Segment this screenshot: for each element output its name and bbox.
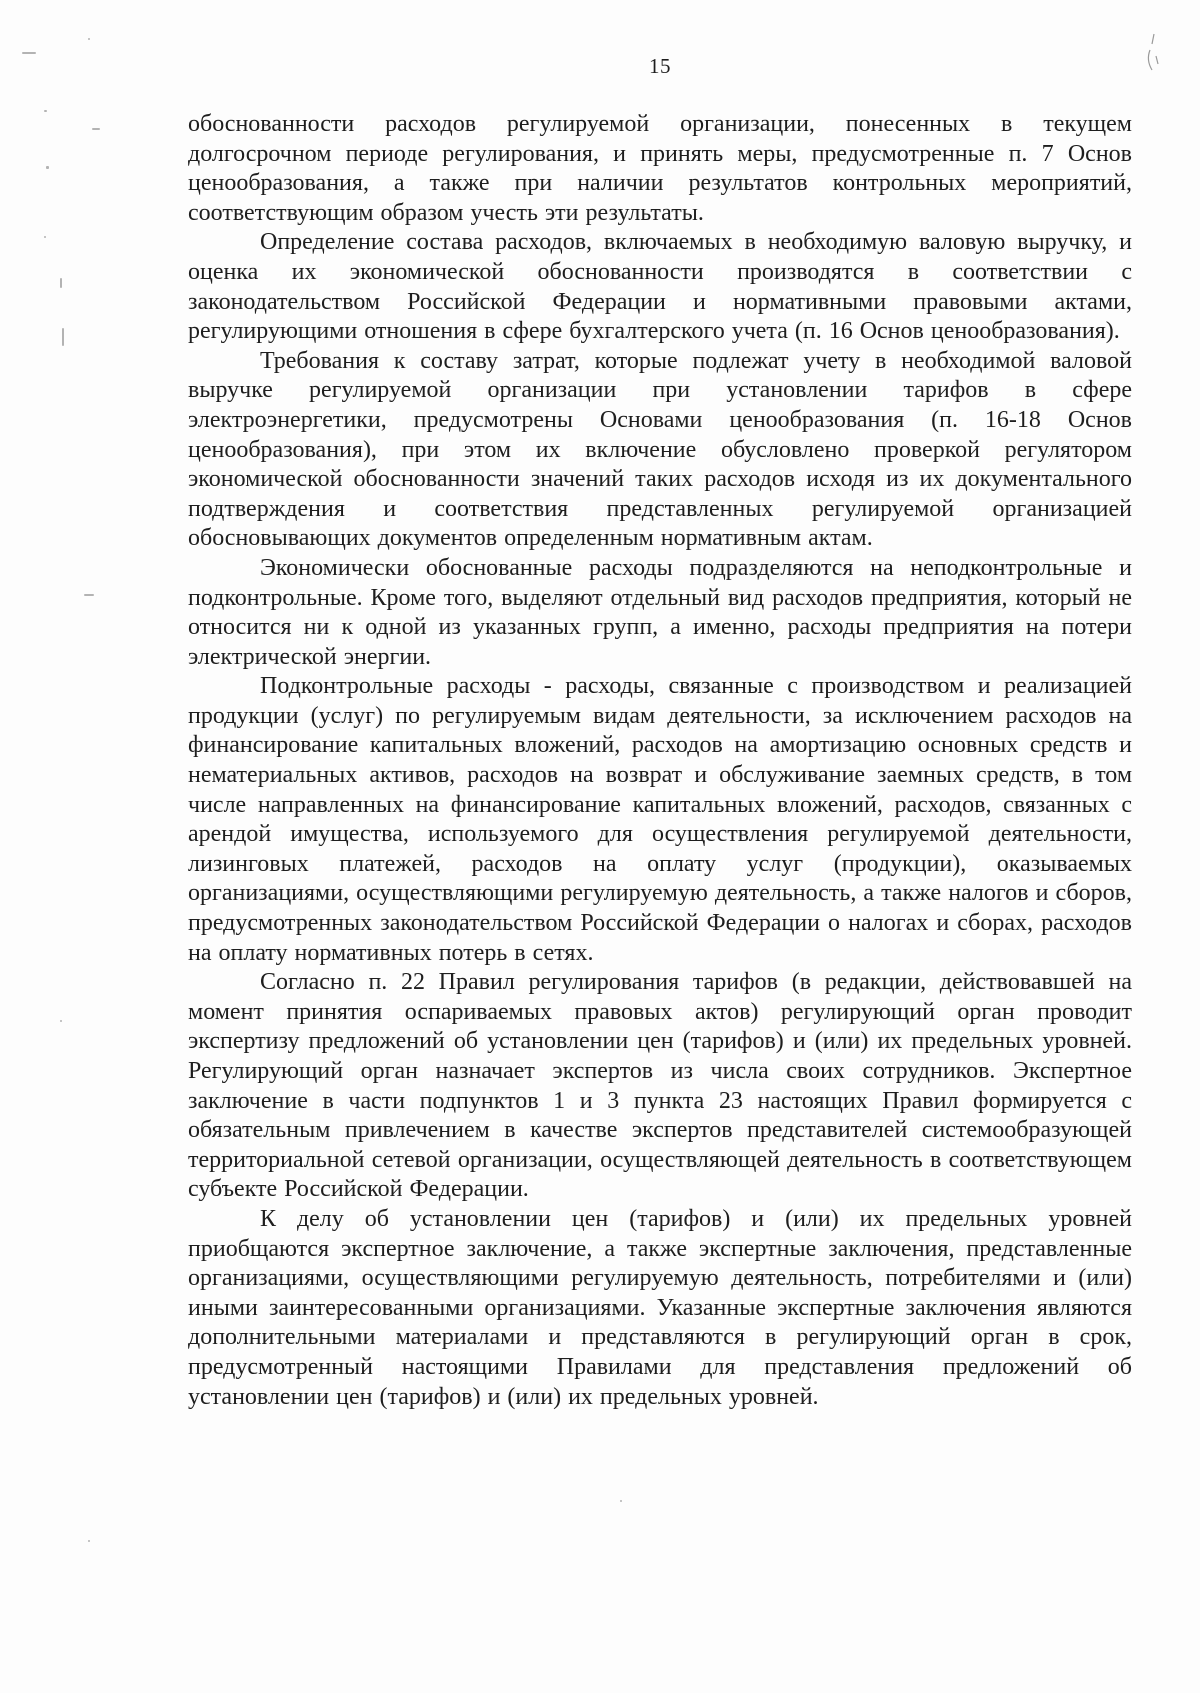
scan-artifact [60,1020,62,1022]
scan-artifact [60,278,62,288]
scan-artifact [44,236,46,238]
page-number: 15 [649,54,671,78]
paragraph: Экономически обоснованные расходы подразделяются на неподконтрольные и подконтрольные. Кроме того, выделяют отдельный вид расходов предприятия, который не относится ни к одной из указанных групп, а именно, расходы предприятия на потери электрической энергии. [188,554,1132,670]
paragraph: К делу об установлении цен (тарифов) и (или) их предельных уровней приобщаются экспертное заключение, а также экспертные заключения, представленные организациями, осуществляющими регулируемую деятельность, потребителями и (или) иными заинтересованными организациями. Указанные экспертные заключения являются дополнительными материалами и представляются в регулирующий орган в срок, предусмотренный настоящими Правилами для представления предложений об установлении цен (тарифов) и (или) их предельных уровней. [188,1205,1132,1410]
scan-artifact [88,1540,90,1542]
paragraph: Согласно п. 22 Правил регулирования тарифов (в редакции, действовавшей на момент принятия оспариваемых правовых актов) регулирующий орган проводит экспертизу предложений об установлении цен (тарифов) и (или) их предельных уровней. Регулирующий орган назначает экспертов из числа своих сотрудников. Экспертное заключение в части подпунктов 1 и 3 пункта 23 настоящих Правил формируется с обязательным привлечением в качестве экспертов представителей системообразующей территориальной сетевой организации, осуществляющей деятельность в соответствующем субъекте Российской Федерации. [188,969,1132,1203]
scan-artifact [620,1500,622,1502]
scan-artifact [84,594,94,596]
paragraph: обоснованности расходов регулируемой организации, понесенных в текущем долгосрочном периоде регулирования, и принять меры, предусмотренные п. 7 Основ ценообразования, а также при наличии результатов контрольных мероприятий, соответствующим образом учесть эти результаты. [188,111,1132,226]
body-text [188,110,1132,1412]
scan-artifact [46,166,49,169]
paragraph: Подконтрольные расходы - расходы, связанные с производством и реализацией продукции (услуг) по регулируемым видам деятельности, за исключением расходов на финансирование капитальных вложений, расходов на амортизацию основных средств и нематериальных активов, расходов на возврат и обслуживание заемных средств, в том числе направленных на финансирование капитальных вложений, расходов, связанных с арендой имущества, используемого для осуществления регулируемой деятельности, лизинговых платежей, расходов на оплату услуг (продукции), оказываемых организациями, осуществляющими регулируемую деятельность, а также налогов и сборов, предусмотренных законодательством Российской Федерации о налогах и сборах, расходов на оплату нормативных потерь в сетях. [188,673,1132,966]
paragraph: Требования к составу затрат, которые подлежат учету в необходимой валовой выручке регулируемой организации при установлении тарифов в сфере электроэнергетики, предусмотрены Основами ценообразования (п. 16-18 Основ ценообразования), при этом их включение обусловлено проверкой регулятором экономической обоснованности значений таких расходов исходя из их документального подтверждения и соответствия представленных регулируемой организацией обосновывающих документов определенным нормативным актам. [188,347,1132,552]
paragraph: Определение состава расходов, включаемых в необходимую валовую выручку, и оценка их экономической обоснованности производятся в соответствии с законодательством Российской Федерации и нормативными правовыми актами, регулирующими отношения в сфере бухгалтерского учета (п. 16 Основ ценообразования). [188,229,1132,345]
scan-artifact [88,38,90,40]
scan-artifact [92,128,100,130]
scan-artifact [44,110,47,112]
scan-artifact [62,328,64,346]
